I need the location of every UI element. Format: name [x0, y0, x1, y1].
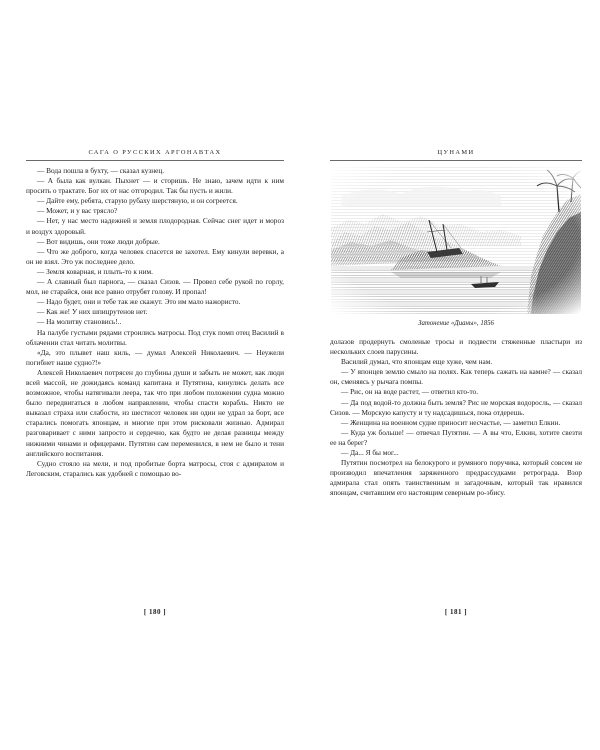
paragraph: — Куда уж больше! — отвечал Путятин. — А вы что, Елкин, хотите свезти ее на берег?	[330, 427, 582, 447]
paragraph: Алексей Николаевич потрясен до глубины души и забыть не может, как люди всей массой, не дожидаясь команд капитана и Путятина, кинулись делать все возможное, чтобы натягивали леера, так что при любом положении судна можно было передвигаться в любом направлении, чтобы спасти корабль. Никто не выказал страха или слабости, из шестисот человек ни один не удрал за борт, все старались помогать японцам, и многие при этом рисковали жизнью. Адмирал разговаривает с ними запросто и сердечно, как будто не делая разницы между нижними чинами и офицерами. Путятин сам переменился, в нем не было и тени английского воспитания.	[26, 367, 284, 458]
paragraph: — Что же доброго, когда человек спасется ве захотел. Ему кинули веревки, а он не взял. Это уж последнее дело.	[26, 246, 284, 266]
body-text	[26, 166, 284, 479]
body-text	[330, 337, 582, 499]
paragraph: — Рис, он на воде растет, — ответил кто-то.	[341, 387, 479, 397]
paragraph: — Вот видишь, они тоже люди добрые.	[37, 236, 160, 246]
paragraph: долазов продернуть смоленые тросы и подвести стяженные пластыри из нескольких слоев парусины.	[330, 337, 582, 357]
paragraph: — А была как вулкан. Пыхнет — и сторишь. Не знаю, зачем идти к ним просить о трактате. Бог их от нас отгородил. Так бы пусть и жили.	[26, 176, 284, 196]
engraving-illustration	[331, 166, 581, 314]
page-number: [ 180 ]	[143, 608, 167, 616]
paragraph: — У японцев землю смыло на полях. Как теперь сажать на камне? — сказал он, сменяясь у рычага помпы.	[330, 367, 582, 387]
paragraph: Василий думал, что японцам еще хуже, чем нам.	[341, 357, 493, 367]
page-number: [ 181 ]	[444, 608, 468, 616]
paragraph: — Земля коварная, и плыть-то к ним.	[37, 266, 153, 276]
paragraph: Судно стояло на мели, и под пробитые борта матросы, стоя с адмиралом и Леговским, старались как удобней с помощью во-	[26, 458, 284, 478]
left-page	[26, 148, 284, 616]
paragraph: — На молитву становись!..	[37, 317, 122, 327]
paragraph: — Женщина на военном судне приносит несчастье, — заметил Елкин.	[341, 417, 561, 427]
image-caption: Затонение «Дианы», 1856	[418, 320, 494, 327]
running-header: САГА О РУССКИХ АРГОНАВТАХ	[26, 148, 284, 161]
paragraph: — Нет, у нас место надежней и земля плодородная. Сейчас снег идет и мороз и воздух здоровый.	[26, 216, 284, 236]
paragraph: На палубе густыми рядами строились матросы. Под стук помп отец Василий в облачении стал читать молитвы.	[26, 327, 284, 347]
paragraph: Путятин посмотрел на белокурого и румяного поручика, который совсем не производил впечатления заряженного предрассудками ретрограда. Взор адмирала стал опять таинственным и загадочным, который так нравился японцам, считавшим его настоящим северным ро-эбису.	[330, 458, 582, 498]
paragraph: — Да под водой-то должна быть земля? Рис не морская водоросль, — сказал Сизов. — Морскую капусту и ту надсадишься, пока отдерешь.	[330, 397, 582, 417]
paragraph: — Да... Я бы мог...	[341, 448, 399, 458]
paragraph: — Как же! У них шпицрутенов нет.	[37, 307, 148, 317]
paragraph: «Да, это плывет наш киль, — думал Алексей Николаевич. — Неужели погибнет наше судно?!»	[26, 347, 284, 367]
paragraph: — Может, и у вас трясло?	[37, 206, 118, 216]
paragraph: — Вода пошла в бухту, — сказал кузнец.	[37, 166, 165, 175]
running-header: ЦУНАМИ	[330, 148, 582, 161]
right-page	[330, 148, 582, 616]
paragraph: — Дайте ему, ребята, старую рубаху шерстяную, и он согреется.	[37, 196, 238, 206]
paragraph: — Надо будет, они и тебе так же скажут. Это им мало нажористо.	[37, 297, 241, 307]
paragraph: — А славный был парнога, — сказал Сизов. — Провел себе рукой по горлу, мол, не старайся, они все равно отрубят голову. И пропал!	[26, 277, 284, 297]
